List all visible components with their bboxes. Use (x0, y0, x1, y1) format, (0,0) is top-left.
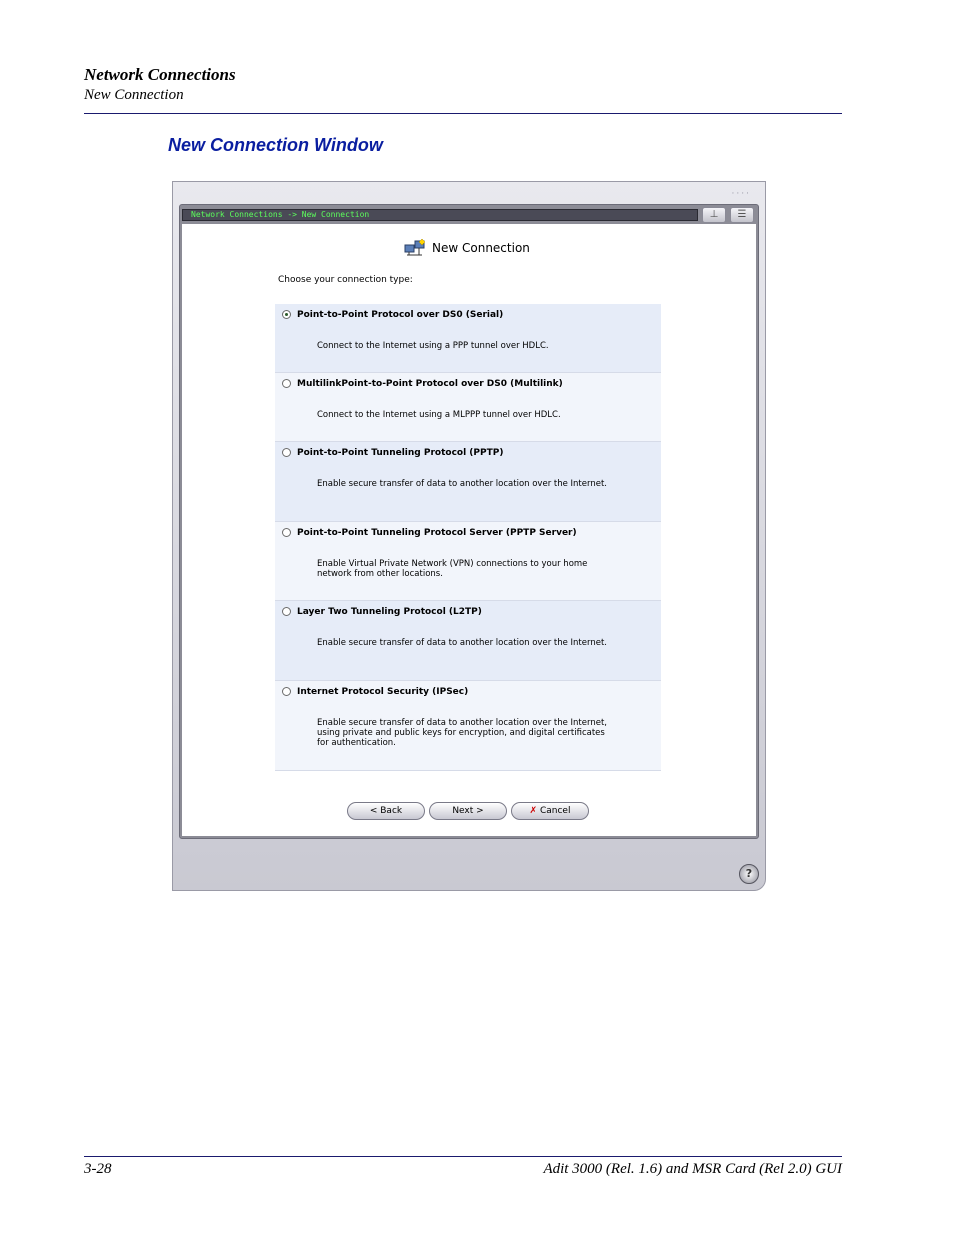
topology-icon: ⊥ (709, 209, 719, 220)
radio-multilink[interactable] (282, 379, 291, 388)
cancel-label: Cancel (539, 806, 571, 816)
back-button[interactable]: < Back (347, 802, 425, 820)
chapter-title: Network Connections (84, 65, 236, 84)
radio-l2tp[interactable] (282, 607, 291, 616)
radio-pptp[interactable] (282, 448, 291, 457)
cancel-x-icon: ✗ (529, 806, 538, 816)
cancel-button[interactable] (511, 802, 589, 820)
help-button[interactable] (739, 864, 759, 884)
option-description: Enable secure transfer of data to another location over the Internet, using private and public keys for encryption, and digital certificates for authentication. (317, 718, 607, 748)
option-ipsec[interactable] (275, 681, 661, 771)
header-rule (84, 113, 842, 114)
option-label: Point-to-Point Tunneling Protocol Server (PPTP Server) (297, 528, 577, 538)
radio-pptp-server[interactable] (282, 528, 291, 537)
option-l2tp[interactable] (275, 601, 661, 681)
option-serial[interactable] (275, 304, 661, 373)
chapter-subtitle: New Connection (84, 87, 184, 103)
option-pptp[interactable] (275, 442, 661, 522)
network-connection-icon (404, 239, 426, 257)
option-description: Connect to the Internet using a MLPPP tunnel over HDLC. (317, 410, 561, 420)
option-description: Enable secure transfer of data to another location over the Internet. (317, 638, 607, 648)
document-title: Adit 3000 (Rel. 1.6) and MSR Card (Rel 2.0) GUI (543, 1161, 842, 1177)
dialog-title: New Connection (432, 241, 530, 255)
topology-button[interactable] (702, 207, 726, 223)
prompt-text: Choose your connection type: (278, 275, 413, 285)
window-grip-dots: ···· (731, 189, 751, 199)
option-pptp-server[interactable] (275, 522, 661, 601)
address-bar: Network Connections -> New Connection (182, 209, 698, 221)
connection-type-list (275, 304, 661, 771)
page-number: 3-28 (84, 1161, 112, 1177)
next-button[interactable]: Next > (429, 802, 507, 820)
option-description: Enable secure transfer of data to another location over the Internet. (317, 479, 607, 489)
section-title: New Connection Window (168, 135, 383, 155)
app-window (172, 181, 766, 891)
footer-rule (84, 1156, 842, 1157)
option-label: Internet Protocol Security (IPSec) (297, 687, 469, 697)
radio-ipsec[interactable] (282, 687, 291, 696)
option-multilink[interactable] (275, 373, 661, 442)
option-label: Point-to-Point Tunneling Protocol (PPTP) (297, 448, 504, 458)
option-label: Point-to-Point Protocol over DS0 (Serial) (297, 310, 504, 320)
option-label: Layer Two Tunneling Protocol (L2TP) (297, 607, 482, 617)
help-icon: ? (745, 867, 753, 880)
option-description: Enable Virtual Private Network (VPN) connections to your home network from other locations. (317, 559, 588, 579)
content-panel (182, 224, 756, 836)
list-icon: ☰ (737, 209, 747, 220)
radio-serial[interactable] (282, 310, 291, 319)
option-description: Connect to the Internet using a PPP tunnel over HDLC. (317, 341, 549, 351)
list-button[interactable] (730, 207, 754, 223)
option-label: MultilinkPoint-to-Point Protocol over DS0 (Multilink) (297, 379, 563, 389)
